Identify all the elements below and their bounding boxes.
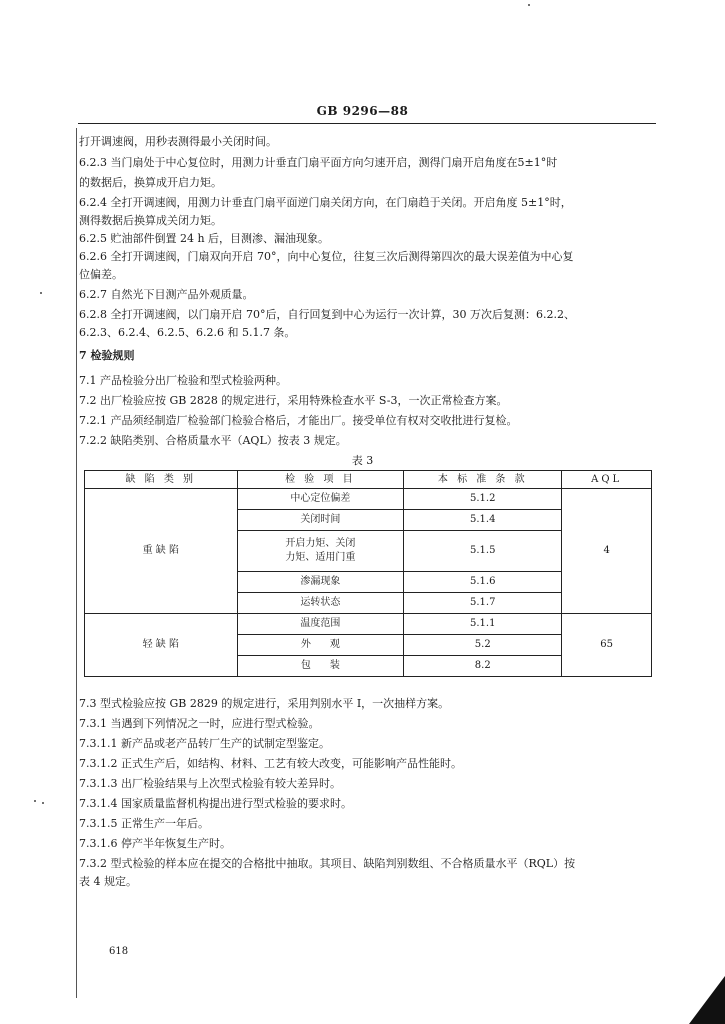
type-test-line: 7.3.1.4 国家质量监督机构提出进行型式检验的要求时。 bbox=[79, 797, 352, 810]
inspection-item-cell: 运转状态 bbox=[237, 593, 404, 614]
paragraph-line: 6.2.8 全打开调速阀，以门扇开启 70°后，自行回复到中心为运行一次计算，30 万次后复测：6.2.2、 bbox=[79, 308, 575, 321]
inspection-item-cell: 温度范围 bbox=[237, 614, 404, 635]
section-heading: 7 检验规则 bbox=[79, 349, 135, 362]
table-row bbox=[85, 614, 652, 635]
paragraph-line: 6.2.7 自然光下目测产品外观质量。 bbox=[79, 288, 254, 301]
inspection-item-line: 开启力矩、关闭 bbox=[285, 538, 356, 549]
type-test-line: 7.3.1.1 新产品或老产品转厂生产的试制定型鉴定。 bbox=[79, 737, 330, 750]
clause-cell: 5.1.5 bbox=[404, 531, 562, 572]
paragraph-line: 测得数据后换算成关闭力矩。 bbox=[79, 214, 222, 227]
table-header-row bbox=[85, 471, 652, 489]
inspection-item-cell: 关闭时间 bbox=[237, 510, 404, 531]
clause-cell: 5.1.4 bbox=[404, 510, 562, 531]
inspection-item-cell bbox=[237, 531, 404, 572]
scan-speck bbox=[40, 292, 42, 294]
type-test-line: 7.3.2 型式检验的样本应在提交的合格批中抽取。其项目、缺陷判别数组、不合格质量水平（RQL）按 bbox=[79, 857, 576, 870]
rule-line: 7.1 产品检验分出厂检验和型式检验两种。 bbox=[79, 374, 287, 387]
binding-margin-line bbox=[76, 128, 77, 998]
scan-corner-mark bbox=[689, 976, 725, 1024]
standard-number-header: GB 9296—88 bbox=[316, 104, 409, 118]
clause-cell: 5.1.2 bbox=[404, 489, 562, 510]
paragraph-line: 位偏差。 bbox=[79, 268, 123, 281]
rule-line: 7.2.1 产品须经制造厂检验部门检验合格后，才能出厂。接受单位有权对交收批进行复检。 bbox=[79, 414, 518, 427]
aql-cell: 4 bbox=[562, 489, 652, 614]
scan-speck bbox=[34, 800, 36, 802]
header-defect-category: 缺 陷 类 别 bbox=[85, 471, 238, 489]
inspection-item-cell: 外 观 bbox=[237, 635, 404, 656]
defect-category-cell: 重 缺 陷 bbox=[85, 489, 238, 614]
table-caption: 表 3 bbox=[351, 454, 374, 467]
table-row bbox=[85, 489, 652, 510]
inspection-item-cell: 渗漏现象 bbox=[237, 572, 404, 593]
paragraph-line: 6.2.3 当门扇处于中心复位时，用测力计垂直门扇平面方向匀速开启，测得门扇开启角度在5±1°时 bbox=[79, 156, 558, 169]
header-inspection-item: 检 验 项 目 bbox=[237, 471, 404, 489]
clause-cell: 5.1.7 bbox=[404, 593, 562, 614]
paragraph-line: 6.2.5 贮油部件倒置 24 h 后，目测渗、漏油现象。 bbox=[79, 232, 330, 245]
clause-cell: 5.1.6 bbox=[404, 572, 562, 593]
inspection-item-cell: 包 装 bbox=[237, 656, 404, 677]
defect-classification-table bbox=[84, 470, 652, 677]
type-test-line: 7.3.1.2 正式生产后，如结构、材料、工艺有较大改变，可能影响产品性能时。 bbox=[79, 757, 462, 770]
aql-cell: 65 bbox=[562, 614, 652, 677]
inspection-item-line: 力矩、适用门重 bbox=[285, 552, 356, 563]
clause-cell: 8.2 bbox=[404, 656, 562, 677]
paragraph-line: 6.2.3、6.2.4、6.2.5、6.2.6 和 5.1.7 条。 bbox=[79, 326, 296, 339]
paragraph-line: 打开调速阀，用秒表测得最小关闭时间。 bbox=[79, 135, 277, 148]
paragraph-line: 的数据后，换算成开启力矩。 bbox=[79, 176, 222, 189]
paragraph-line: 6.2.6 全打开调速阀，门扇双向开启 70°，向中心复位，往复三次后测得第四次的最大误差值为中心复 bbox=[79, 250, 574, 263]
type-test-line: 7.3.1.6 停产半年恢复生产时。 bbox=[79, 837, 231, 850]
header-rule bbox=[78, 123, 656, 124]
defect-category-cell: 轻 缺 陷 bbox=[85, 614, 238, 677]
type-test-line: 表 4 规定。 bbox=[79, 875, 137, 888]
rule-line: 7.2 出厂检验应按 GB 2828 的规定进行，采用特殊检查水平 S-3，一次正常检查方案。 bbox=[79, 394, 508, 407]
page-number: 618 bbox=[109, 946, 129, 957]
header-aql: AQL bbox=[562, 471, 652, 489]
type-test-line: 7.3.1 当遇到下列情况之一时，应进行型式检验。 bbox=[79, 717, 320, 730]
clause-cell: 5.1.1 bbox=[404, 614, 562, 635]
paragraph-line: 6.2.4 全打开调速阀，用测力计垂直门扇平面逆门扇关闭方向，在门扇趋于关闭。开启角度 5±1°时， bbox=[79, 196, 572, 209]
header-standard-clause: 本 标 准 条 款 bbox=[404, 471, 562, 489]
rule-line: 7.2.2 缺陷类别、合格质量水平（AQL）按表 3 规定。 bbox=[79, 434, 347, 447]
type-test-line: 7.3 型式检验应按 GB 2829 的规定进行，采用判别水平 Ⅰ，一次抽样方案。 bbox=[79, 697, 450, 710]
scan-speck bbox=[42, 802, 44, 804]
type-test-line: 7.3.1.5 正常生产一年后。 bbox=[79, 817, 209, 830]
inspection-item-cell: 中心定位偏差 bbox=[237, 489, 404, 510]
clause-cell: 5.2 bbox=[404, 635, 562, 656]
scan-speck bbox=[528, 4, 530, 6]
type-test-line: 7.3.1.3 出厂检验结果与上次型式检验有较大差异时。 bbox=[79, 777, 341, 790]
